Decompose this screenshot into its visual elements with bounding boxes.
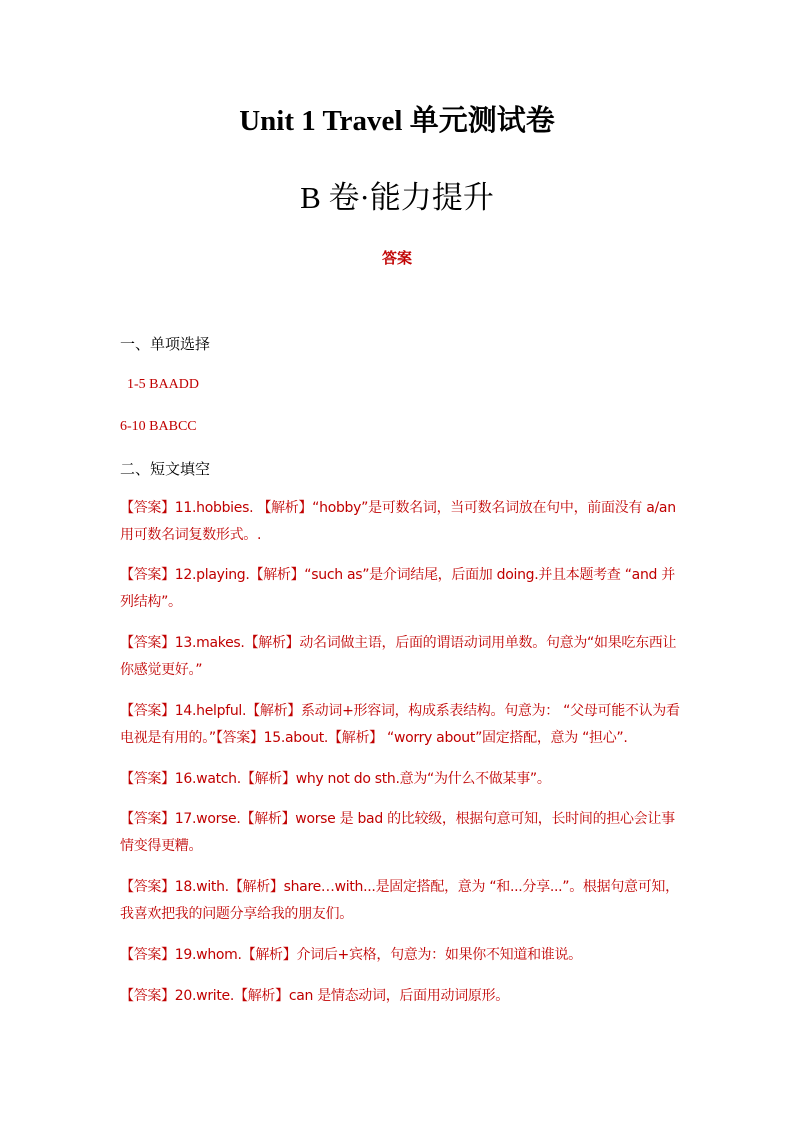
answer-item-11: 【答案】11.hobbies. 【解析】“hobby”是可数名词，当可数名词放在句中，前面没有 a/an 用可数名词复数形式。.: [120, 500, 676, 543]
section-heading-cloze: 二、短文填空: [120, 460, 211, 478]
answer-item-13: 【答案】13.makes.【解析】动名词做主语，后面的谓语动词用单数。句意为“如果吃东西让你感觉更好。”: [120, 635, 677, 678]
section-heading-single-choice: 一、单项选择: [120, 335, 211, 353]
answer-item-16: 【答案】16.watch.【解析】why not do sth.意为“为什么不做某事”。: [120, 771, 551, 787]
answer-item-20: 【答案】20.write.【解析】can 是情态动词，后面用动词原形。: [120, 988, 510, 1004]
answer-line-6-10: 6-10 BABCC: [120, 419, 197, 434]
answer-line-1-5: 1-5 BAADD: [127, 377, 199, 392]
answer-heading: 答案: [381, 249, 412, 267]
answer-item-12: 【答案】12.playing.【解析】“such as”是介词结尾，后面加 doing.并且本题考查 “and 并列结构”。: [120, 567, 675, 610]
answer-item-17: 【答案】17.worse.【解析】worse 是 bad 的比较级，根据句意可知，长时间的担心会让事情变得更糟。: [120, 811, 675, 854]
page-title: Unit 1 Travel 单元测试卷: [239, 105, 555, 137]
page-subtitle: B 卷·能力提升: [300, 180, 494, 215]
answer-item-19: 【答案】19.whom.【解析】介词后+宾格，句意为：如果你不知道和谁说。: [120, 947, 582, 963]
answer-item-18: 【答案】18.with.【解析】share…with...是固定搭配，意为 “和...分享...”。根据句意可知，我喜欢把我的问题分享给我的朋友们。: [120, 879, 679, 922]
answer-item-14-15: 【答案】14.helpful.【解析】系动词+形容词，构成系表结构。句意为： “父母可能不认为看电视是有用的。”【答案】15.about.【解析】 “worry about”固定搭配，意为 “担心”.: [120, 703, 680, 746]
